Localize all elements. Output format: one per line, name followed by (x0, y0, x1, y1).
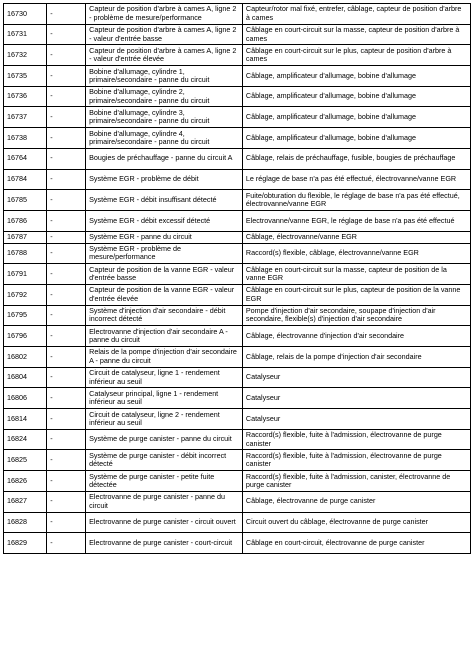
fault-code-cell: 16737 (4, 107, 47, 128)
fault-code-cell: 16829 (4, 533, 47, 554)
fault-flag-cell: - (47, 24, 86, 45)
fault-flag-cell: - (47, 66, 86, 87)
fault-flag-cell: - (47, 409, 86, 430)
fault-flag-cell: - (47, 347, 86, 368)
fault-cause-cell: Catalyseur (242, 388, 470, 409)
fault-code-cell: 16802 (4, 347, 47, 368)
fault-cause-cell: Raccord(s) flexible, câblage, électrovanne/vanne EGR (242, 243, 470, 264)
fault-flag-cell: - (47, 231, 86, 243)
fault-description-cell: Electrovanne de purge canister - court-circuit (86, 533, 243, 554)
table-row (4, 190, 471, 211)
fault-flag-cell: - (47, 533, 86, 554)
fault-flag-cell: - (47, 305, 86, 326)
table-row (4, 86, 471, 107)
table-row (4, 305, 471, 326)
fault-code-cell: 16791 (4, 264, 47, 285)
fault-flag-cell: - (47, 190, 86, 211)
fault-flag-cell: - (47, 4, 86, 25)
table-row (4, 450, 471, 471)
fault-flag-cell: - (47, 86, 86, 107)
fault-description-cell: Système EGR - débit excessif détecté (86, 210, 243, 231)
fault-cause-cell: Câblage en court-circuit sur la masse, capteur de position d'arbre à cames (242, 24, 470, 45)
table-row (4, 347, 471, 368)
fault-cause-cell: Câblage, relais de préchauffage, fusible, bougies de préchauffage (242, 148, 470, 169)
fault-code-cell: 16738 (4, 128, 47, 149)
fault-code-cell: 16814 (4, 409, 47, 430)
fault-description-cell: Capteur de position d'arbre à cames A, ligne 2 - valeur d'entrée basse (86, 24, 243, 45)
fault-description-cell: Système d'injection d'air secondaire - débit incorrect détecté (86, 305, 243, 326)
fault-cause-cell: Câblage en court-circuit sur la masse, capteur de position de la vanne EGR (242, 264, 470, 285)
fault-cause-cell: Câblage en court-circuit sur le plus, capteur de position de la vanne EGR (242, 284, 470, 305)
fault-description-cell: Capteur de position de la vanne EGR - valeur d'entrée basse (86, 264, 243, 285)
fault-cause-cell: Electrovanne/vanne EGR, le réglage de base n'a pas été effectué (242, 210, 470, 231)
fault-description-cell: Système EGR - problème de mesure/performance (86, 243, 243, 264)
fault-code-cell: 16784 (4, 169, 47, 190)
fault-code-cell: 16824 (4, 429, 47, 450)
fault-flag-cell: - (47, 471, 86, 492)
fault-cause-cell: Câblage en court-circuit, électrovanne de purge canister (242, 533, 470, 554)
fault-description-cell: Electrovanne de purge canister - panne du circuit (86, 491, 243, 512)
table-row (4, 471, 471, 492)
fault-description-cell: Système de purge canister - débit incorrect détecté (86, 450, 243, 471)
fault-description-cell: Bobine d'allumage, cylindre 2, primaire/secondaire - panne du circuit (86, 86, 243, 107)
fault-cause-cell: Câblage, électrovanne/vanne EGR (242, 231, 470, 243)
table-row (4, 231, 471, 243)
table-row (4, 107, 471, 128)
fault-code-cell: 16731 (4, 24, 47, 45)
fault-flag-cell: - (47, 45, 86, 66)
fault-flag-cell: - (47, 491, 86, 512)
fault-flag-cell: - (47, 284, 86, 305)
fault-code-cell: 16795 (4, 305, 47, 326)
fault-flag-cell: - (47, 512, 86, 533)
table-row (4, 409, 471, 430)
table-row (4, 128, 471, 149)
fault-cause-cell: Capteur/rotor mal fixé, entrefer, câblage, capteur de position d'arbre à cames (242, 4, 470, 25)
fault-cause-cell: Câblage, relais de la pompe d'injection d'air secondaire (242, 347, 470, 368)
fault-code-cell: 16735 (4, 66, 47, 87)
fault-description-cell: Electrovanne de purge canister - circuit ouvert (86, 512, 243, 533)
fault-description-cell: Système EGR - problème de débit (86, 169, 243, 190)
fault-flag-cell: - (47, 367, 86, 388)
fault-code-cell: 16804 (4, 367, 47, 388)
fault-code-cell: 16825 (4, 450, 47, 471)
fault-description-cell: Bobine d'allumage, cylindre 4, primaire/secondaire - panne du circuit (86, 128, 243, 149)
fault-cause-cell: Câblage, amplificateur d'allumage, bobine d'allumage (242, 66, 470, 87)
fault-flag-cell: - (47, 210, 86, 231)
fault-description-cell: Circuit de catalyseur, ligne 1 - rendement inférieur au seuil (86, 367, 243, 388)
fault-code-cell: 16788 (4, 243, 47, 264)
fault-flag-cell: - (47, 429, 86, 450)
table-row (4, 4, 471, 25)
fault-description-cell: Catalyseur principal, ligne 1 - rendement inférieur au seuil (86, 388, 243, 409)
fault-code-cell: 16796 (4, 326, 47, 347)
table-row (4, 429, 471, 450)
fault-code-cell: 16730 (4, 4, 47, 25)
table-row (4, 512, 471, 533)
table-row (4, 210, 471, 231)
fault-cause-cell: Fuite/obturation du flexible, le réglage de base n'a pas été effectué, électrovanne/vanne EGR (242, 190, 470, 211)
table-row (4, 66, 471, 87)
fault-flag-cell: - (47, 107, 86, 128)
table-row (4, 367, 471, 388)
fault-cause-cell: Câblage, amplificateur d'allumage, bobine d'allumage (242, 107, 470, 128)
table-row (4, 533, 471, 554)
fault-cause-cell: Câblage en court-circuit sur le plus, capteur de position d'arbre à cames (242, 45, 470, 66)
fault-flag-cell: - (47, 450, 86, 471)
fault-cause-cell: Câblage, électrovanne de purge canister (242, 491, 470, 512)
fault-cause-cell: Catalyseur (242, 367, 470, 388)
fault-code-cell: 16828 (4, 512, 47, 533)
table-row (4, 264, 471, 285)
fault-description-cell: Capteur de position d'arbre à cames A, ligne 2 - problème de mesure/performance (86, 4, 243, 25)
fault-flag-cell: - (47, 243, 86, 264)
fault-code-cell: 16786 (4, 210, 47, 231)
fault-description-cell: Circuit de catalyseur, ligne 2 - rendement inférieur au seuil (86, 409, 243, 430)
fault-description-cell: Capteur de position d'arbre à cames A, ligne 2 - valeur d'entrée élevée (86, 45, 243, 66)
fault-cause-cell: Câblage, amplificateur d'allumage, bobine d'allumage (242, 128, 470, 149)
fault-code-cell: 16787 (4, 231, 47, 243)
fault-cause-cell: Catalyseur (242, 409, 470, 430)
table-row (4, 45, 471, 66)
fault-cause-cell: Pompe d'injection d'air secondaire, soupape d'injection d'air secondaire, flexible(s) d'injection d'air secondaire (242, 305, 470, 326)
table-row (4, 491, 471, 512)
fault-description-cell: Système de purge canister - petite fuite détectée (86, 471, 243, 492)
fault-description-cell: Relais de la pompe d'injection d'air secondaire A - panne du circuit (86, 347, 243, 368)
fault-cause-cell: Circuit ouvert du câblage, électrovanne de purge canister (242, 512, 470, 533)
fault-flag-cell: - (47, 264, 86, 285)
fault-code-cell: 16736 (4, 86, 47, 107)
fault-code-cell: 16785 (4, 190, 47, 211)
fault-cause-cell: Le réglage de base n'a pas été effectué, électrovanne/vanne EGR (242, 169, 470, 190)
fault-cause-cell: Raccord(s) flexible, fuite à l'admission, électrovanne de purge canister (242, 450, 470, 471)
fault-description-cell: Système EGR - panne du circuit (86, 231, 243, 243)
table-row (4, 169, 471, 190)
table-row (4, 284, 471, 305)
fault-description-cell: Système EGR - débit insuffisant détecté (86, 190, 243, 211)
fault-description-cell: Bougies de préchauffage - panne du circuit A (86, 148, 243, 169)
fault-code-table-body (4, 4, 471, 554)
table-row (4, 326, 471, 347)
fault-description-cell: Bobine d'allumage, cylindre 3, primaire/secondaire - panne du circuit (86, 107, 243, 128)
fault-flag-cell: - (47, 388, 86, 409)
fault-flag-cell: - (47, 169, 86, 190)
fault-description-cell: Capteur de position de la vanne EGR - valeur d'entrée élevée (86, 284, 243, 305)
fault-code-cell: 16806 (4, 388, 47, 409)
fault-cause-cell: Câblage, amplificateur d'allumage, bobine d'allumage (242, 86, 470, 107)
fault-code-cell: 16764 (4, 148, 47, 169)
table-row (4, 24, 471, 45)
fault-flag-cell: - (47, 326, 86, 347)
fault-cause-cell: Câblage, électrovanne d'injection d'air secondaire (242, 326, 470, 347)
fault-code-table (3, 3, 471, 554)
fault-code-cell: 16792 (4, 284, 47, 305)
fault-flag-cell: - (47, 128, 86, 149)
fault-flag-cell: - (47, 148, 86, 169)
fault-description-cell: Bobine d'allumage, cylindre 1, primaire/secondaire - panne du circuit (86, 66, 243, 87)
table-row (4, 388, 471, 409)
fault-cause-cell: Raccord(s) flexible, fuite à l'admission, canister, électrovanne de purge canister (242, 471, 470, 492)
fault-cause-cell: Raccord(s) flexible, fuite à l'admission, électrovanne de purge canister (242, 429, 470, 450)
fault-description-cell: Système de purge canister - panne du circuit (86, 429, 243, 450)
table-row (4, 148, 471, 169)
table-row (4, 243, 471, 264)
fault-code-cell: 16827 (4, 491, 47, 512)
fault-description-cell: Electrovanne d'injection d'air secondaire A - panne du circuit (86, 326, 243, 347)
fault-code-cell: 16732 (4, 45, 47, 66)
fault-code-cell: 16826 (4, 471, 47, 492)
